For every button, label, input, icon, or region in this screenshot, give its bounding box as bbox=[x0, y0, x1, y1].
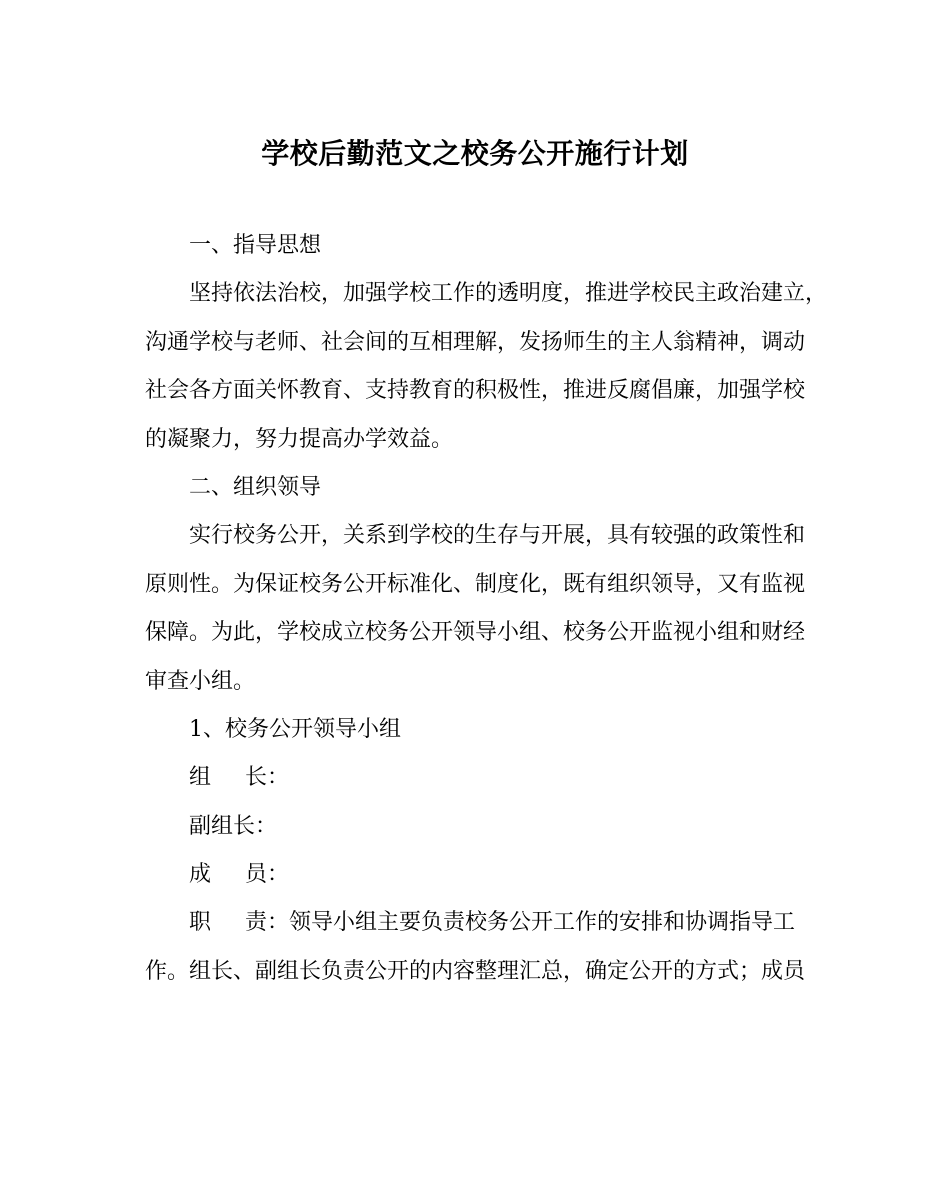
paragraph-line: 的凝聚力，努力提高办学效益。 bbox=[145, 426, 454, 452]
document-title: 学校后勤范文之校务公开施行计划 bbox=[261, 137, 689, 170]
role-duty-char: 职 bbox=[189, 910, 212, 936]
paragraph-line: 审查小组。 bbox=[145, 668, 256, 694]
section-heading-guiding-ideology: 一、指导思想 bbox=[189, 233, 322, 258]
role-duty-text: 责：领导小组主要负责校务公开工作的安排和协调指导工 bbox=[245, 910, 796, 936]
paragraph-line: 作。组长、副组长负责公开的内容整理汇总，确定公开的方式；成员 bbox=[145, 958, 806, 984]
paragraph-line: 原则性。为保证校务公开标准化、制度化，既有组织领导，又有监视 bbox=[145, 571, 806, 597]
paragraph-line: 社会各方面关怀教育、支持教育的积极性，推进反腐倡廉，加强学校 bbox=[145, 378, 806, 404]
role-member-char: 成 bbox=[189, 862, 212, 888]
paragraph-line: 保障。为此，学校成立校务公开领导小组、校务公开监视小组和财经 bbox=[145, 620, 806, 646]
role-leader-char: 组 bbox=[189, 765, 212, 791]
paragraph-line: 坚持依法治校，加强学校工作的透明度，推进学校民主政治建立， bbox=[189, 281, 828, 307]
role-member bbox=[145, 851, 805, 899]
role-member-char: 员： bbox=[245, 862, 290, 888]
role-duty bbox=[145, 899, 805, 947]
paragraph-line: 沟通学校与老师、社会间的互相理解，发扬师生的主人翁精神，调动 bbox=[145, 329, 806, 355]
paragraph-line: 实行校务公开，关系到学校的生存与开展，具有较强的政策性和 bbox=[189, 523, 806, 549]
section-heading-organization: 二、组织领导 bbox=[189, 474, 322, 500]
role-deputy: 副组长： bbox=[189, 813, 278, 839]
subsection-heading-leading-group: 1、校务公开领导小组 bbox=[189, 716, 401, 742]
document-body bbox=[145, 222, 828, 996]
role-leader-char: 长： bbox=[245, 765, 290, 791]
role-leader bbox=[145, 754, 805, 802]
